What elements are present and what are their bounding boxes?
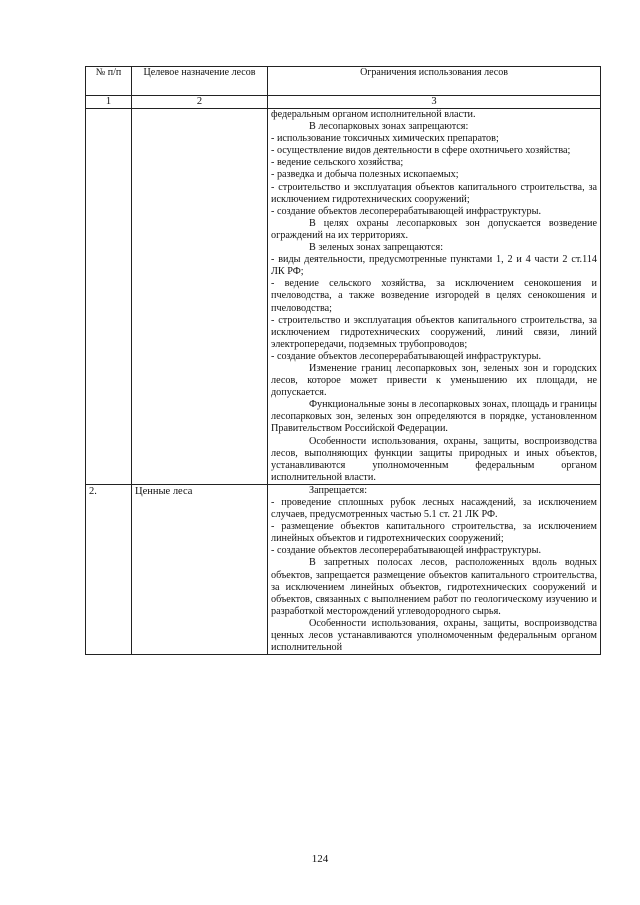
restriction-paragraph: В запретных полосах лесов, расположенных вдоль водных объектов, запрещается размещение объектов капитального строительства, за исключением линейных объектов, гидротехнических сооружений и объектов, связанных с выполнением работ по геологическому изучению и разработкой месторождений углеводородного сырья.	[271, 557, 597, 617]
row2-restrictions	[268, 484, 601, 654]
restriction-paragraph: федеральным органом исполнительной власти.	[271, 109, 476, 120]
row2-number: 2.	[86, 484, 132, 654]
table-row	[86, 484, 601, 654]
restriction-paragraph: Изменение границ лесопарковых зон, зеленых зон и городских лесов, которое может привести к уменьшению их площади, не допускается.	[271, 362, 597, 399]
restriction-paragraph: - создание объектов лесоперерабатывающей инфраструктуры.	[271, 205, 542, 217]
page-number: 124	[311, 853, 329, 865]
restriction-paragraph: - виды деятельности, предусмотренные пунктами 1, 2 и 4 части 2 ст.114 ЛК РФ;	[271, 254, 597, 278]
row2-purpose: Ценные леса	[132, 484, 268, 654]
table-row	[86, 109, 601, 485]
restriction-paragraph: - проведение сплошных рубок лесных насаждений, за исключением случаев, предусмотренных частью 5.1 ст. 21 ЛК РФ.	[271, 497, 597, 521]
row1-number	[86, 109, 132, 485]
restriction-paragraph: Функциональные зоны в лесопарковых зонах, площадь и границы лесопарковых зон, зеленых зон определяются в порядке, установленном Правительством Российской Федерации.	[271, 399, 597, 435]
restriction-paragraph: Запрещается:	[309, 484, 368, 496]
row1-restrictions	[268, 109, 601, 485]
header-number: № п/п	[86, 67, 132, 96]
restriction-paragraph: Особенности использования, охраны, защиты, воспроизводства лесов, выполняющих функции защиты природных и иных объектов, устанавливаются уполномоченным федеральным органом исполнительной власти.	[271, 435, 597, 483]
restriction-paragraph: В лесопарковых зонах запрещаются:	[309, 121, 469, 133]
restriction-paragraph: - использование токсичных химических препаратов;	[271, 133, 499, 145]
header-row	[86, 67, 601, 96]
restriction-paragraph: - разведка и добыча полезных ископаемых;	[271, 169, 459, 181]
header-purpose: Целевое назначение лесов	[132, 67, 268, 96]
restriction-paragraph: - осуществление видов деятельности в сфере охотничьего хозяйства;	[271, 145, 571, 157]
restriction-paragraph: Особенности использования, охраны, защиты, воспроизводства ценных лесов устанавливаются уполномоченным федеральным органом исполнительной	[271, 617, 597, 654]
restriction-paragraph: - создание объектов лесоперерабатывающей инфраструктуры.	[271, 350, 542, 362]
restriction-paragraph: - строительство и эксплуатация объектов капитального строительства, за исключением гидротехнических сооружений, линий связи, линий электропередачи, подземных трубопроводов;	[271, 314, 597, 350]
colnum-3: 3	[268, 96, 601, 109]
restriction-paragraph: В целях охраны лесопарковых зон допускается возведение ограждений на их территориях.	[271, 217, 597, 241]
colnum-1: 1	[86, 96, 132, 109]
restriction-paragraph: В зеленых зонах запрещаются:	[309, 242, 444, 254]
header-restrictions: Ограничения использования лесов	[268, 67, 601, 96]
column-number-row	[86, 96, 601, 109]
restriction-paragraph: - ведение сельского хозяйства;	[271, 157, 404, 169]
restriction-paragraph: - размещение объектов капитального строительства, за исключением линейных объектов и гидротехнических сооружений;	[271, 521, 597, 545]
restrictions-table	[85, 66, 601, 655]
restriction-paragraph: - строительство и эксплуатация объектов капитального строительства, за исключением гидротехнических сооружений;	[271, 181, 597, 205]
restriction-paragraph: - создание объектов лесоперерабатывающей инфраструктуры.	[271, 545, 542, 557]
restriction-paragraph: - ведение сельского хозяйства, за исключением сенокошения и пчеловодства, а также возведение изгородей в целях сенокошения и пчеловодства;	[271, 278, 597, 314]
colnum-2: 2	[132, 96, 268, 109]
row1-purpose	[132, 109, 268, 485]
